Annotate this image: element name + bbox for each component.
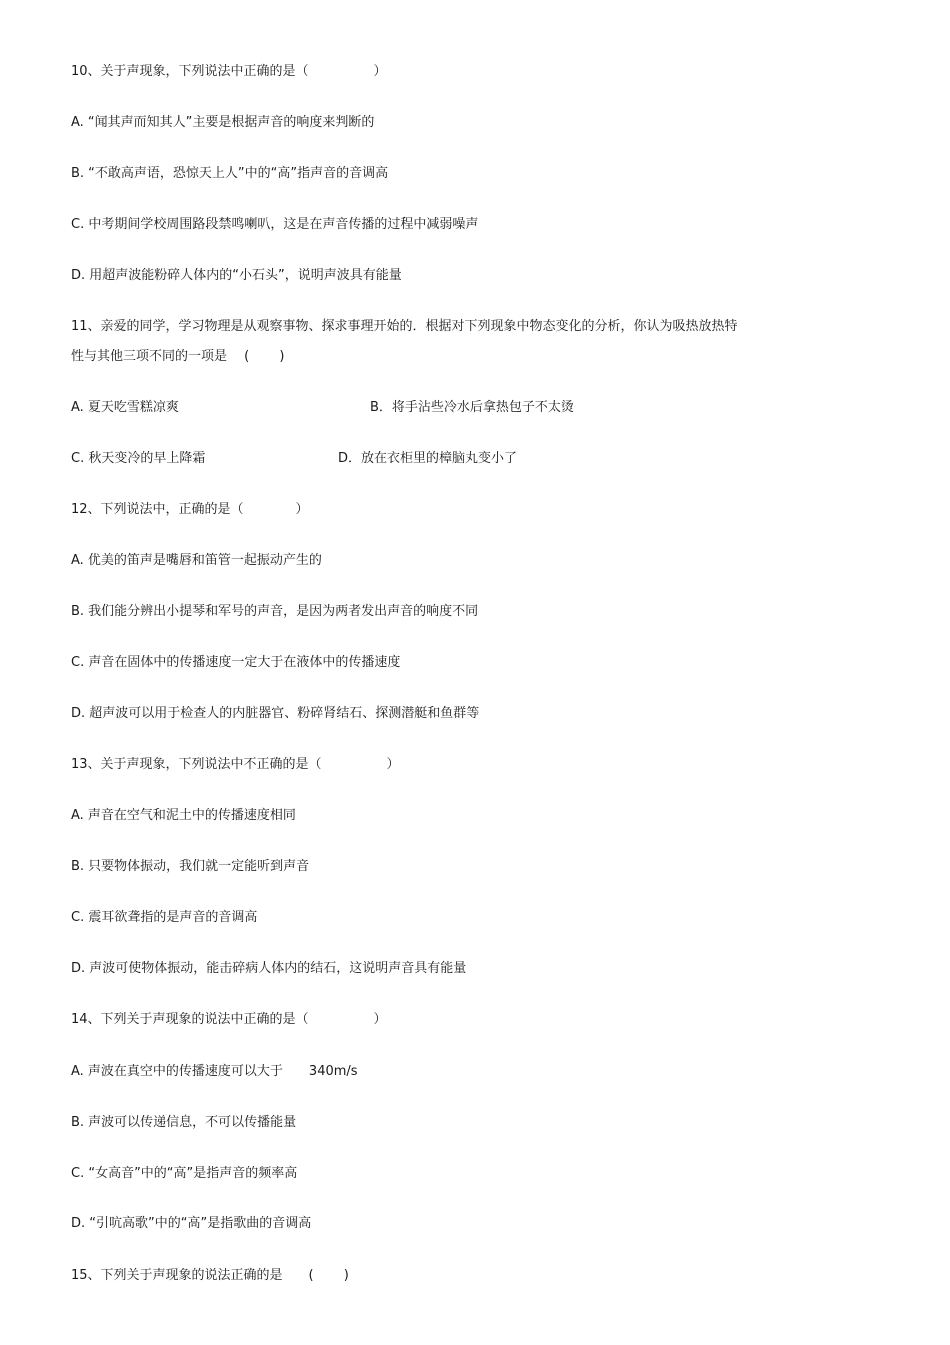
question-10-option-d: D. 用超声波能粉碎人体内的“小石头”，说明声波具有能量 <box>71 268 402 283</box>
question-11-stem-line2: 性与其他三项不同的一项是 ( ) <box>71 349 285 364</box>
question-13-option-d: D. 声波可使物体振动，能击碎病人体内的结石，这说明声音具有能量 <box>71 961 467 976</box>
question-11-option-a: A. 夏天吃雪糕凉爽 <box>71 400 179 415</box>
question-13-stem: 13、关于声现象，下列说法中不正确的是（ ） <box>71 757 400 772</box>
question-11-option-d: D．放在衣柜里的樟脑丸变小了 <box>338 451 518 466</box>
question-10-option-a: A. “闻其声而知其人”主要是根据声音的响度来判断的 <box>71 115 375 130</box>
question-14-option-d: D. “引吭高歌”中的“高”是指歌曲的音调高 <box>71 1216 312 1231</box>
question-15-stem: 15、下列关于声现象的说法正确的是 ( ) <box>71 1268 349 1283</box>
question-12-option-b: B. 我们能分辨出小提琴和军号的声音，是因为两者发出声音的响度不同 <box>71 604 479 619</box>
question-11-option-b: B．将手沾些冷水后拿热包子不太烫 <box>370 400 574 415</box>
question-14-option-a: A. 声波在真空中的传播速度可以大于 340m/s <box>71 1064 358 1079</box>
question-13-option-c: C. 震耳欲聋指的是声音的音调高 <box>71 910 258 925</box>
question-14-option-b: B. 声波可以传递信息，不可以传播能量 <box>71 1115 297 1130</box>
question-10-option-b: B. “不敢高声语，恐惊天上人”中的“高”指声音的音调高 <box>71 166 389 181</box>
question-12-option-a: A. 优美的笛声是嘴唇和笛管一起振动产生的 <box>71 553 322 568</box>
question-10-option-c: C. 中考期间学校周围路段禁鸣喇叭，这是在声音传播的过程中减弱噪声 <box>71 217 479 232</box>
question-13-option-b: B. 只要物体振动，我们就一定能听到声音 <box>71 859 310 874</box>
question-12-option-d: D. 超声波可以用于检查人的内脏器官、粉碎肾结石、探测潜艇和鱼群等 <box>71 706 480 721</box>
question-11-stem-line1: 11、亲爱的同学，学习物理是从观察事物、探求事理开始的．根据对下列现象中物态变化的分析，你认为吸热放热特 <box>71 319 738 334</box>
question-14-stem: 14、下列关于声现象的说法中正确的是（ ） <box>71 1012 387 1027</box>
question-12-option-c: C. 声音在固体中的传播速度一定大于在液体中的传播速度 <box>71 655 401 670</box>
question-12-stem: 12、下列说法中，正确的是（ ） <box>71 502 309 517</box>
question-10-stem: 10、关于声现象，下列说法中正确的是（ ） <box>71 64 387 79</box>
question-14-option-c: C. “女高音”中的“高”是指声音的频率高 <box>71 1166 298 1181</box>
question-11-option-c: C. 秋天变冷的早上降霜 <box>71 451 206 466</box>
question-13-option-a: A. 声音在空气和泥土中的传播速度相同 <box>71 808 296 823</box>
